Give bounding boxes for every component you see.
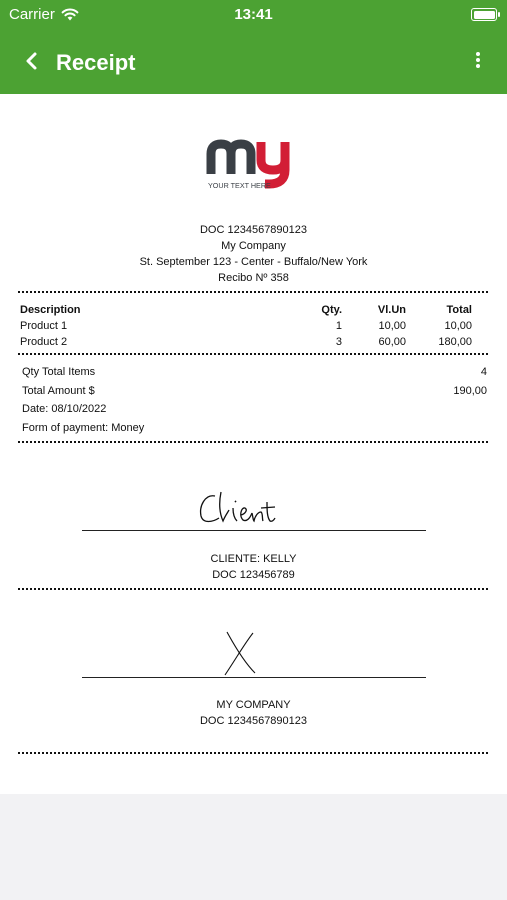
company-signer-doc: DOC 1234567890123: [199, 715, 308, 727]
receipt-date: Date: 08/10/2022: [22, 403, 107, 415]
receipt-header: [0, 222, 507, 286]
item-description: Product 1: [20, 320, 68, 332]
summary-section: [22, 366, 487, 440]
divider: [18, 752, 488, 754]
divider: [18, 441, 488, 443]
receipt-number: Recibo Nº 358: [218, 272, 289, 284]
table-header-row: [20, 302, 472, 318]
logo-tagline: YOUR TEXT HERE: [208, 181, 271, 190]
total-amount-label: Total Amount $: [22, 384, 95, 397]
col-unit-value: Vl.Un: [377, 304, 406, 316]
nav-bar: [0, 32, 507, 94]
item-unit-value: 10,00: [378, 320, 406, 332]
table-row: [20, 318, 472, 334]
item-unit-value: 60,00: [378, 336, 406, 348]
back-chevron-icon[interactable]: [22, 49, 44, 73]
status-bar: [0, 0, 507, 28]
divider: [18, 353, 488, 355]
client-doc: DOC 123456789: [212, 569, 295, 581]
status-time: 13:41: [234, 6, 273, 23]
company-signer-name: MY COMPANY: [216, 699, 291, 711]
company-logo: [205, 136, 305, 191]
client-signature-line: [82, 530, 426, 531]
qty-total-value: 4: [480, 366, 487, 378]
table-row: [20, 334, 472, 350]
divider: [18, 291, 488, 293]
item-qty: 3: [335, 336, 342, 348]
items-table: [20, 302, 472, 350]
receipt-document: [0, 94, 507, 794]
divider: [18, 588, 488, 590]
client-signature-block: [0, 551, 507, 583]
company-name: My Company: [221, 240, 286, 252]
qty-total-label: Qty Total Items: [22, 366, 96, 378]
company-doc: DOC 1234567890123: [199, 224, 308, 236]
item-qty: 1: [335, 320, 342, 332]
company-signature-line: [82, 677, 426, 678]
more-options-icon[interactable]: [473, 50, 483, 74]
item-total: 180,00: [438, 336, 472, 348]
total-amount-row: [22, 385, 487, 404]
date-row: [22, 403, 487, 422]
payment-row: [22, 422, 487, 441]
col-total: Total: [446, 304, 472, 316]
battery-icon: [471, 8, 497, 21]
page-title: Receipt: [56, 50, 136, 75]
client-signature-image: [195, 488, 280, 533]
total-amount-value: 190,00: [453, 384, 487, 397]
company-address: St. September 123 - Center - Buffalo/New York: [139, 256, 368, 268]
client-name: CLIENTE: KELLY: [210, 553, 297, 565]
company-signature-image: [215, 629, 265, 679]
app-header: [0, 0, 507, 94]
qty-total-row: [22, 366, 487, 385]
item-description: Product 2: [20, 336, 68, 348]
payment-form: Form of payment: Money: [22, 421, 145, 434]
col-description: Description: [20, 304, 81, 316]
item-total: 10,00: [444, 320, 472, 332]
company-signature-block: [0, 697, 507, 729]
carrier-label: Carrier: [9, 6, 55, 23]
col-qty: Qty.: [321, 304, 342, 316]
